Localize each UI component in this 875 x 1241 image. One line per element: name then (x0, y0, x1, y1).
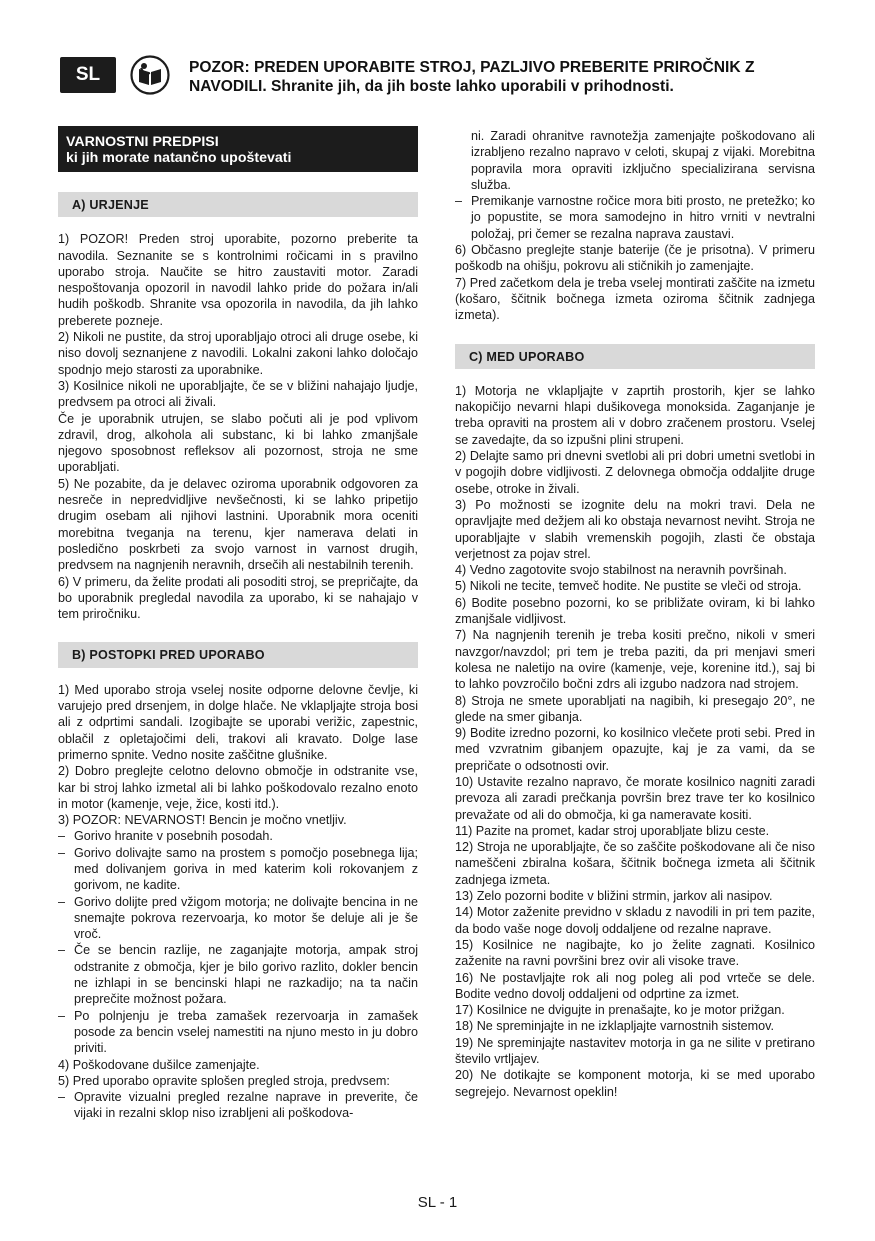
book-warning-icon (130, 55, 170, 95)
list-item: – Gorivo dolijte pred vžigom motorja; ne dolivajte bencina in ne snemajte pokrova rezervoarja, ko motor še deluje ali je še vroč. (58, 894, 418, 942)
paragraph: 7) Pred začetkom dela je treba vselej montirati zaščite na izmetu (košaro, ščitnik bočnega izmeta oziroma ščitnik zadnjega izmeta). (455, 275, 815, 323)
paragraph: 13) Zelo pozorni bodite v bližini strmin, jarkov ali nasipov. (455, 889, 773, 904)
paragraph: 1) Motorja ne vklapljajte v zaprtih prostorih, kjer se lahko nakopičijo nevarni hlapi dušikovega monoksida. Zaganjanje je treba opraviti na prostem ali v dobro zračenem prostoru. Vselej se zavedajte, da so izpušni plini strupeni. (455, 383, 815, 447)
paragraph: 5) Ne pozabite, da je delavec oziroma uporabnik odgovoren za nesreče in nepredvidljive nevšečnosti, ki se lahko pripetijo drugim osebam ali njihovi lastnini. Uporabnik mora oceniti morebitna tveganja na terenu, kjer namerava delati in posledično poskrbeti za svojo varnost in varnost drugih, predvsem na nagnjenih neravnih, drsečih ali nestabilnih terenih. (58, 476, 418, 573)
language-badge: SL (60, 57, 116, 93)
paragraph: 2) Dobro preglejte celotno delovno območje in odstranite vse, kar bi stroj lahko izmetal ali bi lahko poškodovalo rezalno enoto in motor (kamenje, veje, žice, kosti itd.). (58, 764, 418, 811)
header-warning: POZOR: PREDEN UPORABITE STROJ, PAZLJIVO PREBERITE PRIROČNIK Z NAVODILI. Shranite jih, da jih boste lahko uporabili v prihodnosti. (189, 59, 755, 95)
paragraph: 6) Občasno preglejte stanje baterije (če je prisotna). V primeru poškodb na ohišju, pokrovu ali stičnikih jo zamenjajte. (455, 243, 815, 274)
list-item-text: Če se bencin razlije, ne zaganjajte motorja, ampak stroj odstranite z območja, kjer je bilo gorivo razlito, dokler bencin ne izhlapi in se bencinski hlapi ne razkadijo; na ta način preprečite možnost požara. (74, 943, 418, 1007)
list-item: – Če se bencin razlije, ne zaganjajte motorja, ampak stroj odstranite z območja, kjer je bilo gorivo razlito, dokler bencin ne izhlapi in se bencinski hlapi ne razkadijo; na ta način preprečite možnost požara. (58, 943, 418, 1007)
paragraph: 16) Ne postavljajte rok ali nog poleg ali pod vrteče se dele. Bodite vedno dovolj oddaljeni od odprtine za izmet. (455, 970, 815, 1001)
paragraph: 4) Poškodovane dušilce zamenjajte. (58, 1057, 260, 1072)
main-title-line1: VARNOSTNI PREDPISI (66, 134, 219, 150)
list-item-text: Gorivo hranite v posebnih posodah. (74, 829, 273, 844)
paragraph: 10) Ustavite rezalno napravo, če morate kosilnico nagniti zaradi prevoza ali zaradi prečkanja površin brez trave ter ko kosilnico prevažate od ali do območja, ki ga nameravate kositi. (455, 774, 815, 822)
section-a-title: A) URJENJE (58, 192, 418, 217)
paragraph: 5) Pred uporabo opravite splošen pregled stroja, predvsem: (58, 1073, 390, 1088)
left-column (58, 126, 418, 1122)
paragraph: 18) Ne spreminjajte in ne izklapljajte varnostnih sistemov. (455, 1019, 774, 1034)
paragraph: 17) Kosilnice ne dvigujte in prenašajte, ko je motor prižgan. (455, 1003, 785, 1018)
section-c-title: C) MED UPORABO (455, 344, 815, 369)
paragraph: Če je uporabnik utrujen, se slabo počuti ali je pod vplivom zdravil, drog, alkohola ali substanc, ki bi lahko zmanjšale njegovo sposobnost refleksov ali pozornost, stroja ne sme uporabljati. (58, 411, 418, 475)
paragraph: 15) Kosilnice ne nagibajte, ko jo želite zagnati. Kosilnico zaženite na ravni površini brez ovir ali visoke trave. (455, 937, 815, 969)
paragraph: 2) Delajte samo pri dnevni svetlobi ali pri dobri umetni svetlobi in v pogojih dobre vidljivosti. Z delovnega območja oddaljite druge osebe, otroke in živali. (455, 449, 815, 496)
paragraph: 11) Pazite na promet, kadar stroj uporabljate blizu ceste. (455, 823, 770, 838)
paragraph: 2) Nikoli ne pustite, da stroj uporabljajo otroci ali druge osebe, ki niso dovolj seznanjene z navodili. Lokalni zakoni lahko določajo spodnjo mejo starosti za uporabnike. (58, 330, 418, 377)
list-item: – Opravite vizualni pregled rezalne naprave in preverite, če vijaki in rezalni sklop niso izrabljeni ali poškodova- (58, 1090, 418, 1121)
main-title-line2: ki jih morate natančno upoštevati (66, 150, 292, 166)
section-b-title: B) POSTOPKI PRED UPORABO (58, 642, 418, 667)
page-number: SL - 1 (417, 1194, 458, 1211)
paragraph: 3) Po možnosti se izognite delu na mokri travi. Dela ne opravljajte med dežjem ali ko obstaja nevarnost neviht. Stroja ne uporabljajte v slabih vremenskih pogojih, zlasti če obstaja verjetnost za pojav strel. (455, 497, 815, 561)
list-item-text: Gorivo dolijte pred vžigom motorja; ne dolivajte bencina in ne snemajte pokrova rezervoarja, ko motor še deluje ali je še vroč. (74, 894, 418, 942)
right-column (455, 128, 815, 1100)
paragraph: 7) Na nagnjenih terenih je treba kositi prečno, nikoli v smeri navzgor/navzdol; pri tem je treba paziti, da pri menjavi smeri kolesa ne naletijo na ovire (kamenje, veje, korenine itd.), saj bi to lahko povzročilo bočni zdrs ali izgubo nadzora nad strojem. (455, 628, 815, 692)
list-item: – Gorivo hranite v posebnih posodah. (58, 828, 418, 844)
main-title (58, 126, 418, 172)
paragraph: 8) Stroja ne smete uporabljati na nagibih, ki presegajo 20°, ne glede na smer gibanja. (455, 693, 815, 724)
list-item-text: Opravite vizualni pregled rezalne naprave in preverite, če vijaki in rezalni sklop niso izrabljeni ali poškodova- (74, 1090, 418, 1121)
paragraph: 1) Med uporabo stroja vselej nosite odporne delovne čevlje, ki varujejo pred drsenjem, in dolge hlače. Ne vklapljajte stroja bosi ali z odprtimi sandali. Izogibajte se uporabi verižic, zapestnic, oblačil z opletajočimi deli, trakovi ali kravato. Dolge lase primerno spnite. Vedno nosite zaščitne glušnike. (58, 682, 418, 762)
list-item: – Po polnjenju je treba zamašek rezervoarja in zamašek posode za bencin vselej namestiti na njuno mesto in ju dobro priviti. (58, 1008, 418, 1056)
paragraph: 6) Bodite posebno pozorni, ko se približate oviram, ki bi lahko zmanjšale vidljivost. (455, 595, 815, 627)
paragraph: 6) V primeru, da želite prodati ali posoditi stroj, se prepričajte, da bo uporabnik pregledal navodila za uporabo, ki se nahajajo v tem priročniku. (58, 574, 418, 622)
paragraph: 4) Vedno zagotovite svojo stabilnost na neravnih površinah. (455, 563, 787, 578)
list-item-text: Po polnjenju je treba zamašek rezervoarja in zamašek posode za bencin vselej namestiti na njuno mesto in ju dobro priviti. (74, 1008, 418, 1056)
paragraph: 20) Ne dotikajte se komponent motorja, ki se med uporabo segrejejo. Nevarnost opeklin! (455, 1068, 815, 1099)
paragraph: 9) Bodite izredno pozorni, ko kosilnico vlečete proti sebi. Pred in med vzvratnim gibanjem opazujte, kaj je za vami, da se prepričate o odsotnosti ovir. (455, 726, 815, 773)
paragraph: 5) Nikoli ne tecite, temveč hodite. Ne pustite se vleči od stroja. (455, 579, 802, 594)
list-item: – Premikanje varnostne ročice mora biti prosto, ne pretežko; ko jo popustite, se mora samodejno in hitro vrniti v nevtralni položaj, pri čemer se rezalna naprava zaustavi. (455, 194, 815, 241)
paragraph: 19) Ne spreminjajte nastavitev motorja in ga ne silite v pretirano število vrtljajev. (455, 1035, 815, 1067)
list-item-text: Gorivo dolivajte samo na prostem s pomočjo posebnega lija; med dolivanjem goriva in med katerim koli rokovanjem z gorivom, ne kadite. (74, 845, 418, 893)
paragraph: 3) POZOR: NEVARNOST! Bencin je močno vnetljiv. (58, 813, 347, 828)
paragraph: 3) Kosilnice nikoli ne uporabljajte, če se v bližini nahajajo ljudje, predvsem pa otroci ali živali. (58, 378, 418, 410)
list-item-text: Premikanje varnostne ročice mora biti prosto, ne pretežko; ko jo popustite, se mora samodejno in hitro vrniti v nevtralni položaj, pri čemer se rezalna naprava zaustavi. (471, 194, 815, 241)
list-item: – Gorivo dolivajte samo na prostem s pomočjo posebnega lija; med dolivanjem goriva in med katerim koli rokovanjem z gorivom, ne kadite. (58, 845, 418, 893)
paragraph: 1) POZOR! Preden stroj uporabite, pozorno preberite ta navodila. Seznanite se s kontrolnimi ročicami in s pravilno uporabo stroja. Naučite se hitro zaustaviti motor. Zaradi nespoštovanja opozoril in navodil lahko pride do požara in/ali hudih poškodb. Shranite vsa opozorila in navodila, da jih lahko preberete pozneje. (58, 232, 418, 328)
paragraph: 14) Motor zaženite previdno v skladu z navodili in pri tem pazite, da bodo vaše noge dovolj oddaljene od rezalne naprave. (455, 905, 815, 936)
paragraph: 12) Stroja ne uporabljajte, če so zaščite poškodovane ali če niso nameščeni zbiralna košara, ščitnik bočnega izmeta ali ščitnik zadnjega izmeta. (455, 840, 815, 887)
paragraph-continuation: ni. Zaradi ohranitve ravnotežja zamenjajte poškodovano ali izrabljeno rezalno napravo v celoti, skupaj z vijaki. Morebitna popravila mora opraviti izključno specializirana servisna služba. (471, 129, 815, 192)
